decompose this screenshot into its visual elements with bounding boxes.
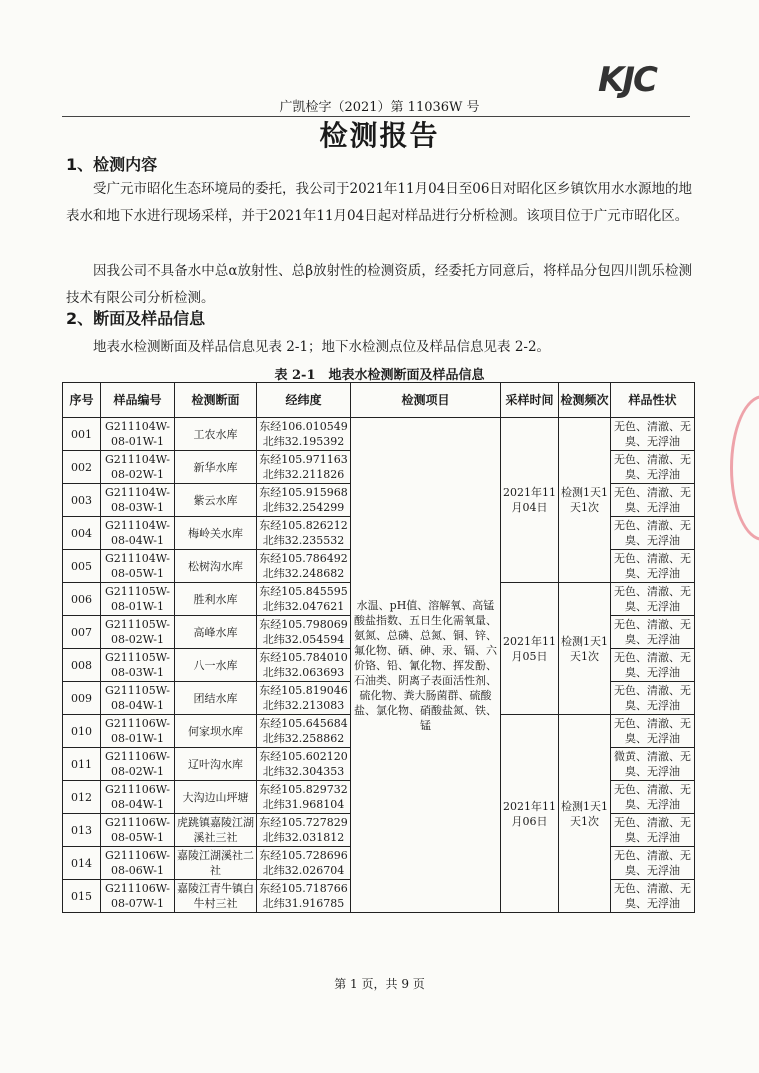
section1-paragraph-1: 受广元市昭化生态环境局的委托，我公司于2021年11月04日至06日对昭化区乡镇饮用水水源地的地表水和地下水进行现场采样，并于2021年11月04日起对样品进行分析检测。该项目位于广元市昭化区。 — [66, 181, 692, 224]
cell-state: 无色、清澈、无臭、无浮油 — [611, 781, 695, 814]
cell-no: 009 — [63, 682, 101, 715]
page-footer: 第 1 页，共 9 页 — [334, 977, 425, 991]
cell-items: 水温、pH值、溶解氧、高锰酸盐指数、五日生化需氧量、氨氮、总磷、总氮、铜、锌、氟化物、硒、砷、汞、镉、六价铬、铅、氰化物、挥发酚、石油类、阴离子表面活性剂、硫化物、粪大肠菌群、硫酸盐、氯化物、硝酸盐氮、铁、锰 — [351, 418, 501, 913]
cell-code: G211104W-08-03W-1 — [101, 484, 175, 517]
cell-no: 008 — [63, 649, 101, 682]
cell-freq: 检测1天1天1次 — [559, 715, 611, 913]
cell-code: G211106W-08-06W-1 — [101, 847, 175, 880]
cell-no: 007 — [63, 616, 101, 649]
cell-no: 001 — [63, 418, 101, 451]
cell-section: 紫云水库 — [175, 484, 257, 517]
cell-coord: 东经105.784010 北纬32.063693 — [257, 649, 351, 682]
cell-code: G211106W-08-02W-1 — [101, 748, 175, 781]
header-section: 检测断面 — [175, 383, 257, 418]
cell-state: 微黄、清澈、无臭、无浮油 — [611, 748, 695, 781]
cell-section: 团结水库 — [175, 682, 257, 715]
section2-heading: 2、断面及样品信息 — [66, 309, 206, 328]
cell-coord: 东经105.798069 北纬32.054594 — [257, 616, 351, 649]
cell-state: 无色、清澈、无臭、无浮油 — [611, 682, 695, 715]
cell-section: 大沟边山坪塘 — [175, 781, 257, 814]
cell-coord: 东经105.728696 北纬32.026704 — [257, 847, 351, 880]
section2-paragraph: 地表水检测断面及样品信息见表 2-1；地下水检测点位及样品信息见表 2-2。 — [93, 339, 551, 355]
cell-section: 高峰水库 — [175, 616, 257, 649]
cell-section: 何家坝水库 — [175, 715, 257, 748]
cell-freq: 检测1天1天1次 — [559, 418, 611, 583]
cell-no: 005 — [63, 550, 101, 583]
header-time: 采样时间 — [501, 383, 559, 418]
cell-section: 新华水库 — [175, 451, 257, 484]
cell-code: G211104W-08-01W-1 — [101, 418, 175, 451]
cell-code: G211105W-08-03W-1 — [101, 649, 175, 682]
cell-no: 013 — [63, 814, 101, 847]
cell-state: 无色、清澈、无臭、无浮油 — [611, 847, 695, 880]
table-header-row — [63, 383, 695, 418]
cell-section: 辽叶沟水库 — [175, 748, 257, 781]
cell-no: 015 — [63, 880, 101, 913]
cell-date: 2021年11月06日 — [501, 715, 559, 913]
cell-section: 嘉陵江湖溪社二社 — [175, 847, 257, 880]
cell-section: 工农水库 — [175, 418, 257, 451]
cell-no: 012 — [63, 781, 101, 814]
cell-coord: 东经105.786492 北纬32.248682 — [257, 550, 351, 583]
cell-code: G211106W-08-07W-1 — [101, 880, 175, 913]
cell-code: G211105W-08-01W-1 — [101, 583, 175, 616]
cell-state: 无色、清澈、无臭、无浮油 — [611, 649, 695, 682]
cell-code: G211104W-08-02W-1 — [101, 451, 175, 484]
cell-no: 003 — [63, 484, 101, 517]
cell-code: G211105W-08-04W-1 — [101, 682, 175, 715]
cell-no: 002 — [63, 451, 101, 484]
cell-state: 无色、清澈、无臭、无浮油 — [611, 715, 695, 748]
cell-date: 2021年11月04日 — [501, 418, 559, 583]
official-seal — [730, 395, 759, 541]
cell-coord: 东经105.915968 北纬32.254299 — [257, 484, 351, 517]
cell-section: 虎跳镇嘉陵江湖溪社三社 — [175, 814, 257, 847]
header-coord: 经纬度 — [257, 383, 351, 418]
cell-code: G211104W-08-05W-1 — [101, 550, 175, 583]
section1-paragraph-2: 因我公司不具备水中总α放射性、总β放射性的检测资质，经委托方同意后，将样品分包四川凯乐检测技术有限公司分析检测。 — [66, 263, 692, 306]
cell-section: 松树沟水库 — [175, 550, 257, 583]
cell-section: 胜利水库 — [175, 583, 257, 616]
cell-state: 无色、清澈、无臭、无浮油 — [611, 880, 695, 913]
cell-coord: 东经105.845595 北纬32.047621 — [257, 583, 351, 616]
cell-date: 2021年11月05日 — [501, 583, 559, 715]
cell-code: G211106W-08-01W-1 — [101, 715, 175, 748]
cell-section: 八一水库 — [175, 649, 257, 682]
section1-heading: 1、检测内容 — [66, 155, 158, 174]
cell-no: 006 — [63, 583, 101, 616]
cell-coord: 东经106.010549 北纬32.195392 — [257, 418, 351, 451]
header-no: 序号 — [63, 383, 101, 418]
cell-no: 014 — [63, 847, 101, 880]
cell-state: 无色、清澈、无臭、无浮油 — [611, 550, 695, 583]
cell-code: G211104W-08-04W-1 — [101, 517, 175, 550]
cell-code: G211106W-08-04W-1 — [101, 781, 175, 814]
cell-coord: 东经105.829732 北纬31.968104 — [257, 781, 351, 814]
cell-state: 无色、清澈、无臭、无浮油 — [611, 814, 695, 847]
cell-coord: 东经105.645684 北纬32.258862 — [257, 715, 351, 748]
cell-no: 004 — [63, 517, 101, 550]
cell-state: 无色、清澈、无臭、无浮油 — [611, 418, 695, 451]
report-number: 广凯检字（2021）第 11036W 号 — [279, 100, 480, 115]
header-code: 样品编号 — [101, 383, 175, 418]
cell-state: 无色、清澈、无臭、无浮油 — [611, 616, 695, 649]
cell-freq: 检测1天1天1次 — [559, 583, 611, 715]
sample-info-table — [62, 382, 695, 913]
cell-coord: 东经105.971163 北纬32.211826 — [257, 451, 351, 484]
page-title: 检测报告 — [319, 119, 440, 152]
cell-coord: 东经105.826212 北纬32.235532 — [257, 517, 351, 550]
cell-no: 010 — [63, 715, 101, 748]
cell-coord: 东经105.819046 北纬32.213083 — [257, 682, 351, 715]
cell-section: 梅岭关水库 — [175, 517, 257, 550]
cell-coord: 东经105.718766 北纬31.916785 — [257, 880, 351, 913]
cell-code: G211105W-08-02W-1 — [101, 616, 175, 649]
company-logo: KJC — [598, 60, 656, 100]
table-caption: 表 2-1 地表水检测断面及样品信息 — [274, 368, 485, 383]
cell-code: G211106W-08-05W-1 — [101, 814, 175, 847]
cell-state: 无色、清澈、无臭、无浮油 — [611, 484, 695, 517]
cell-no: 011 — [63, 748, 101, 781]
cell-state: 无色、清澈、无臭、无浮油 — [611, 583, 695, 616]
cell-coord: 东经105.727829 北纬32.031812 — [257, 814, 351, 847]
table-body — [63, 418, 695, 913]
table-row — [63, 418, 695, 451]
cell-state: 无色、清澈、无臭、无浮油 — [611, 451, 695, 484]
cell-state: 无色、清澈、无臭、无浮油 — [611, 517, 695, 550]
header-freq: 检测频次 — [559, 383, 611, 418]
cell-coord: 东经105.602120 北纬32.304353 — [257, 748, 351, 781]
cell-section: 嘉陵江青牛镇白牛村三社 — [175, 880, 257, 913]
header-items: 检测项目 — [351, 383, 501, 418]
header-state: 样品性状 — [611, 383, 695, 418]
